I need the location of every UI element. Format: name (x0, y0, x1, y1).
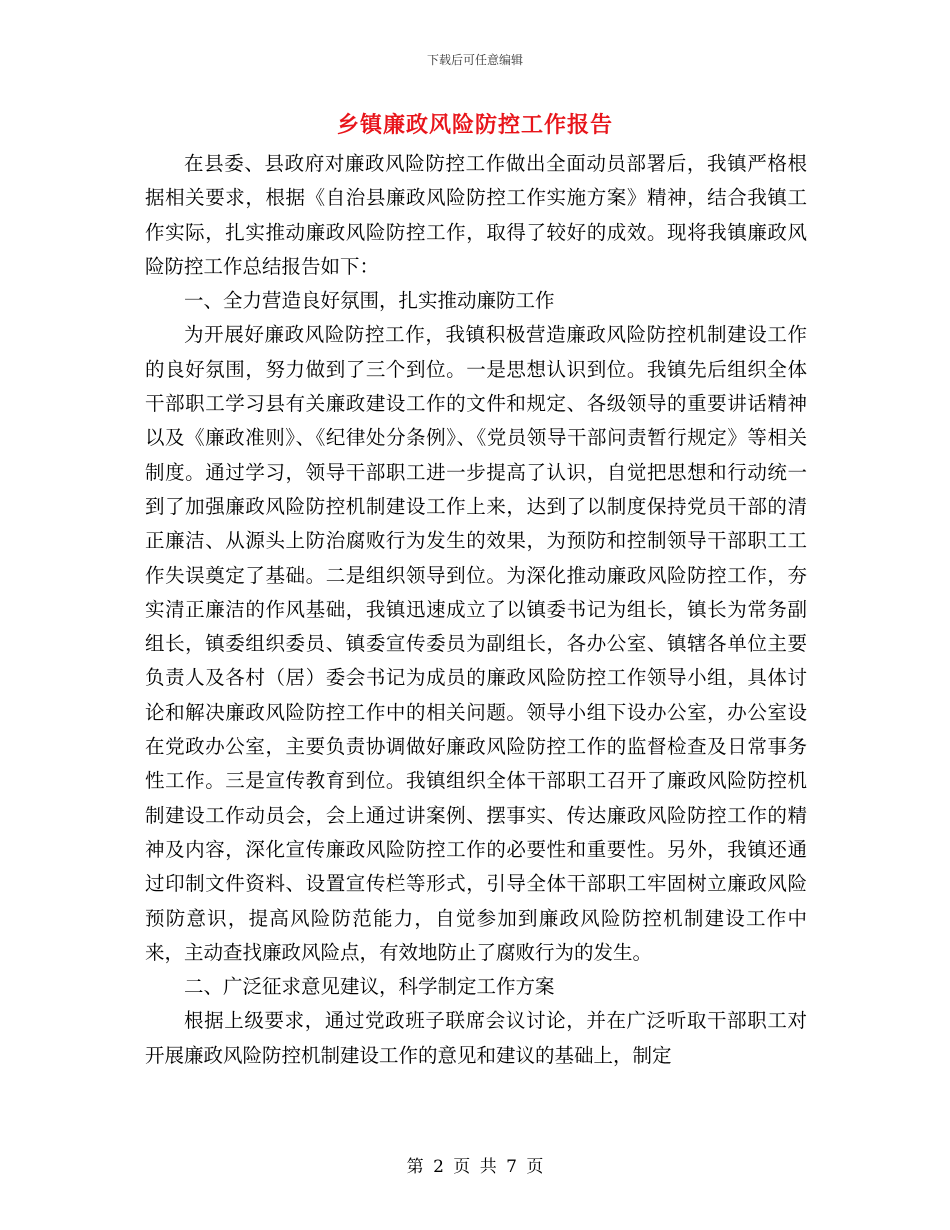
document-body (145, 147, 807, 1073)
section-heading-1: 一、全力营造良好氛围，扎实推动廉防工作 (184, 289, 555, 313)
paragraph-section-1: 为开展好廉政风险防控工作，我镇积极营造廉政风险防控机制建设工作的良好氛围，努力做到了三个到位。一是思想认识到位。我镇先后组织全体干部职工学习县有关廉政建设工作的文件和规定、各级领导的重要讲话精神以及《廉政准则》、《纪律处分条例》、《党员领导干部问责暂行规定》等相关制度。通过学习，领导干部职工进一步提高了认识，自觉把思想和行动统一到了加强廉政风险防控机制建设工作上来，达到了以制度保持党员干部的清正廉洁、从源头上防治腐败行为发生的效果，为预防和控制领导干部职工工作失误奠定了基础。二是组织领导到位。为深化推动廉政风险防控工作，夯实清正廉洁的作风基础，我镇迅速成立了以镇委书记为组长，镇长为常务副组长，镇委组织委员、镇委宣传委员为副组长，各办公室、镇辖各单位主要负责人及各村（居）委会书记为成员的廉政风险防控工作领导小组，具体讨论和解决廉政风险防控工作中的相关问题。领导小组下设办公室，办公室设在党政办公室，主要负责协调做好廉政风险防控工作的监督检查及日常事务性工作。三是宣传教育到位。我镇组织全体干部职工召开了廉政风险防控机制建设工作动员会，会上通过讲案例、摆事实、传达廉政风险防控工作的精神及内容，深化宣传廉政风险防控工作的必要性和重要性。另外，我镇还通过印制文件资料、设置宣传栏等形式，引导全体干部职工牢固树立廉政风险预防意识，提高风险防范能力，自觉参加到廉政风险防控机制建设工作中来，主动查找廉政风险点，有效地防止了腐败行为的发生。 (145, 323, 807, 964)
document-title: 乡镇廉政风险防控工作报告 (336, 112, 613, 138)
paragraph-intro: 在县委、县政府对廉政风险防控工作做出全面动员部署后，我镇严格根据相关要求，根据《自治县廉政风险防控工作实施方案》精神，结合我镇工作实际，扎实推动廉政风险防控工作，取得了较好的成效。现将我镇廉政风险防控工作总结报告如下： (145, 152, 807, 278)
page-number: 第 2 页 共 7 页 (406, 1157, 544, 1177)
section-heading-2: 二、广泛征求意见建议，科学制定工作方案 (184, 975, 555, 999)
paragraph-section-2: 根据上级要求，通过党政班子联席会议讨论，并在广泛听取干部职工对开展廉政风险防控机制建设工作的意见和建议的基础上，制定 (145, 1009, 807, 1067)
page-header-note: 下载后可任意编辑 (426, 53, 523, 67)
